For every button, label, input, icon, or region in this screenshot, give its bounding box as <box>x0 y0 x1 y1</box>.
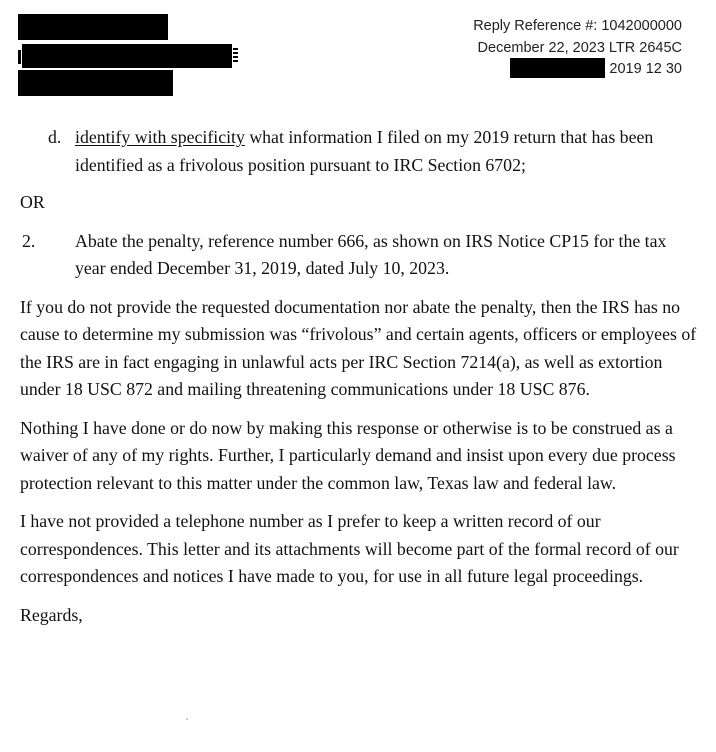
paragraph-written-record: I have not provided a telephone number as I prefer to keep a written record of our correspondences. This letter and its attachments will become part of the formal record of our correspondences and notices I have made to you, for use in all future legal proceedings. <box>20 511 679 586</box>
tax-period: 2019 12 30 <box>609 61 682 77</box>
list-item-2 <box>20 228 700 283</box>
redacted-ssn-block <box>510 58 605 78</box>
letter-body <box>20 124 700 629</box>
redaction-edge-mark <box>233 48 238 64</box>
tax-period-line <box>473 59 682 81</box>
underlined-phrase: identify with specificity <box>75 127 245 147</box>
list-item-text: Abate the penalty, reference number 666, as shown on IRS Notice CP15 for the tax year ended December 31, 2019, dated July 10, 2023. <box>75 230 667 278</box>
redaction-edge-mark <box>18 50 21 64</box>
scan-speck <box>186 718 188 720</box>
paragraph-penalty-warning: If you do not provide the requested documentation nor abate the penalty, then the IRS has no cause to determine my submission was “frivolous” and certain agents, officers or employees of the IRS are in fact engaging in unlawful acts per IRC Section 7214(a), as well as extortion under 18 USC 872 and mailing threatening communications under 18 USC 876. <box>20 296 697 399</box>
redacted-address-block <box>22 44 232 68</box>
redacted-name-block <box>18 14 168 40</box>
closing-salutation: Regards, <box>20 604 83 625</box>
list-item-text: what information I filed on my 2019 return that has been identified as a frivolous position pursuant to IRC Section 6702; <box>75 127 654 175</box>
reply-reference: Reply Reference #: 1042000000 <box>473 18 682 34</box>
list-item-d <box>20 124 700 179</box>
redacted-city-block <box>18 70 173 96</box>
letter-date: December 22, 2023 LTR 2645C <box>477 39 682 56</box>
list-marker: d. <box>48 127 62 147</box>
letter-header-reference <box>473 16 682 81</box>
paragraph-rights-reservation: Nothing I have done or do now by making this response or otherwise is to be construed as a waiver of any of my rights. Further, I particularly demand and insist upon every due process protection relevant to this matter under the common law, Texas law and federal law. <box>20 417 676 493</box>
list-marker: 2. <box>22 230 36 251</box>
or-separator: OR <box>20 192 45 212</box>
